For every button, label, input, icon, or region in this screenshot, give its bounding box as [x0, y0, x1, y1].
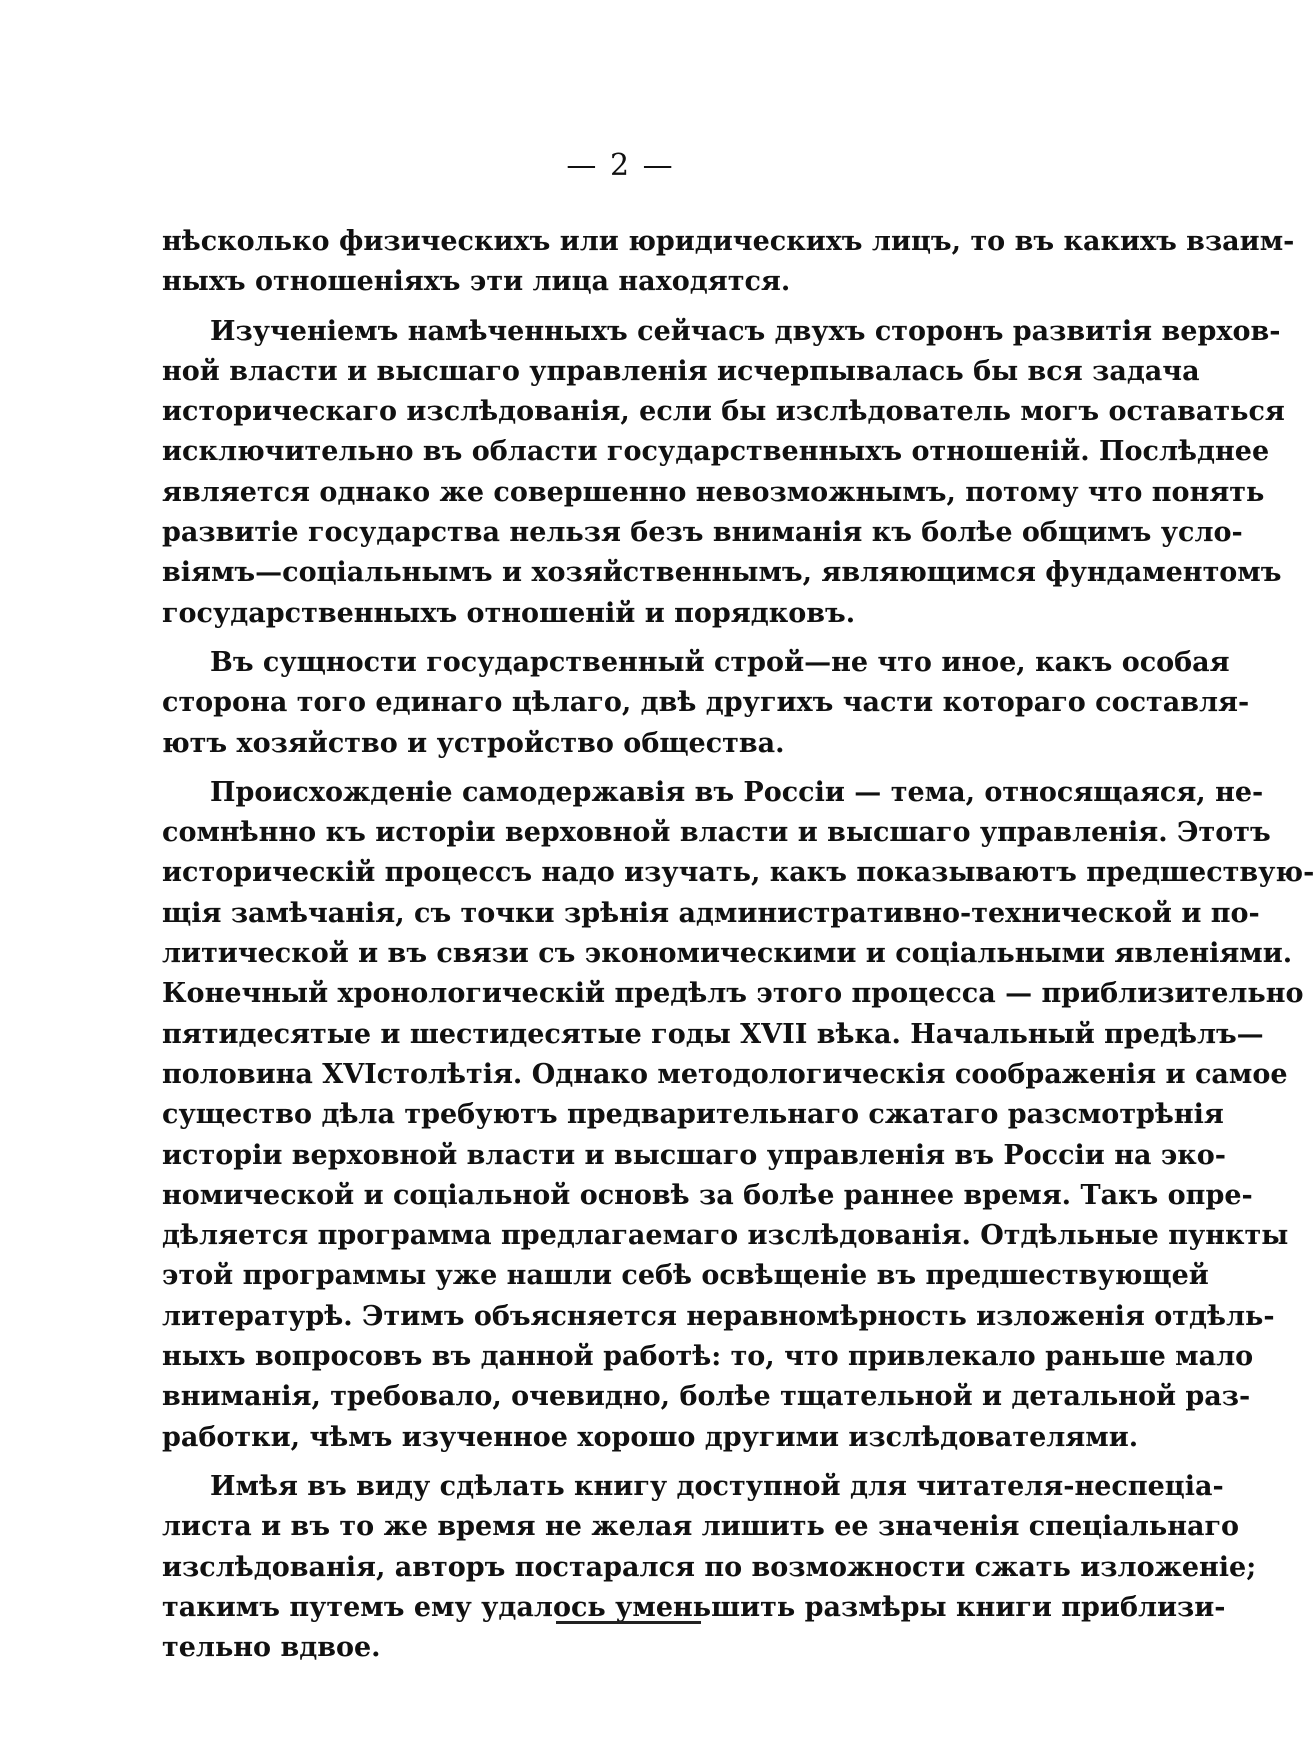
text-line: развитіе государства нельзя безъ вниманія къ болѣе общимъ усло-: [162, 517, 1243, 549]
paragraph-gap: [162, 303, 1082, 312]
text-line: ныхъ отношеніяхъ эти лица находятся.: [162, 266, 791, 298]
text-line: государственныхъ отношеній и порядковъ.: [162, 597, 856, 629]
text-line: тельно вдвое.: [162, 1632, 381, 1664]
text-line: сомнѣнно къ исторіи верховной власти и высшаго управленія. Этотъ: [162, 817, 1271, 849]
text-line: половина XVIстолѣтія. Однако методологическія соображенія и самое: [162, 1058, 1288, 1090]
body-text: [162, 222, 1314, 1668]
paragraph: [162, 773, 1314, 1458]
text-line: вниманія, требовало, очевидно, болѣе тщательной и детальной раз-: [162, 1381, 1251, 1413]
paragraph: [162, 1467, 1257, 1668]
closing-rule-divider: [556, 1621, 701, 1624]
text-line: листа и въ то же время не желая лишить ее значенія спеціальнаго: [162, 1511, 1240, 1543]
text-line: Конечный хронологическій предѣлъ этого процесса — приблизительно: [162, 978, 1304, 1010]
text-line: литературѣ. Этимъ объясняется неравномѣрность изложенія отдѣль-: [162, 1300, 1275, 1332]
text-line: сторона того единаго цѣлаго, двѣ другихъ части котораго составля-: [162, 687, 1250, 719]
paragraph-gap: [162, 1458, 1082, 1467]
text-line: этой программы уже нашли себѣ освѣщеніе въ предшествующей: [162, 1260, 1209, 1292]
text-line: изслѣдованія, авторъ постарался по возможности сжать изложеніе;: [162, 1551, 1257, 1583]
paragraph-gap: [162, 634, 1082, 643]
text-line: исключительно въ области государственныхъ отношеній. Послѣднее: [162, 436, 1270, 468]
text-line: является однако же совершенно невозможнымъ, потому что понять: [162, 476, 1265, 508]
text-line: віямъ—соціальнымъ и хозяйственнымъ, являющимся фундаментомъ: [162, 557, 1282, 589]
paragraph-gap: [162, 764, 1082, 773]
text-line: литической и въ связи съ экономическими и соціальными явленіями.: [162, 938, 1293, 970]
text-line: дѣляется программа предлагаемаго изслѣдованія. Отдѣльные пункты: [162, 1220, 1289, 1252]
text-line: ной власти и высшаго управленія исчерпывалась бы вся задача: [162, 355, 1200, 387]
text-line: ныхъ вопросовъ въ данной работѣ: то, что привлекало раньше мало: [162, 1341, 1254, 1373]
text-line: нѣсколько физическихъ или юридическихъ лицъ, то въ какихъ взаим-: [162, 226, 1295, 257]
text-line: пятидесятые и шестидесятые годы XVII вѣка. Начальный предѣлъ—: [162, 1018, 1264, 1050]
text-line: Имѣя въ виду сдѣлать книгу доступной для читателя-неспеціа-: [210, 1470, 1224, 1502]
text-line: историческаго изслѣдованія, если бы изслѣдователь могъ оставаться: [162, 396, 1285, 428]
text-line: работки, чѣмъ изученное хорошо другими изслѣдователями.: [162, 1421, 1139, 1453]
paragraph: [162, 643, 1250, 764]
text-line: ютъ хозяйство и устройство общества.: [162, 727, 785, 759]
text-line: историческій процессъ надо изучать, какъ показываютъ предшествую-: [162, 857, 1314, 889]
paragraph: [162, 312, 1285, 634]
text-line: такимъ путемъ ему удалось уменьшить размѣры книги приблизи-: [162, 1591, 1226, 1623]
paragraph: [162, 222, 1295, 303]
text-line: существо дѣла требуютъ предварительнаго сжатаго разсмотрѣнія: [162, 1099, 1224, 1131]
page-number: — 2 —: [566, 148, 675, 183]
text-line: Изученіемъ намѣченныхъ сейчасъ двухъ сторонъ развитія верхов-: [210, 315, 1281, 347]
text-line: исторіи верховной власти и высшаго управленія въ Россіи на эко-: [162, 1139, 1227, 1171]
text-line: Въ сущности государственный строй—не что иное, какъ особая: [210, 646, 1230, 678]
text-line: щія замѣчанія, съ точки зрѣнія административно-технической и по-: [162, 897, 1260, 929]
text-line: номической и соціальной основѣ за болѣе раннее время. Такъ опре-: [162, 1179, 1253, 1211]
text-line: Происхожденіе самодержавія въ Россіи — тема, относящаяся, не-: [210, 776, 1264, 808]
